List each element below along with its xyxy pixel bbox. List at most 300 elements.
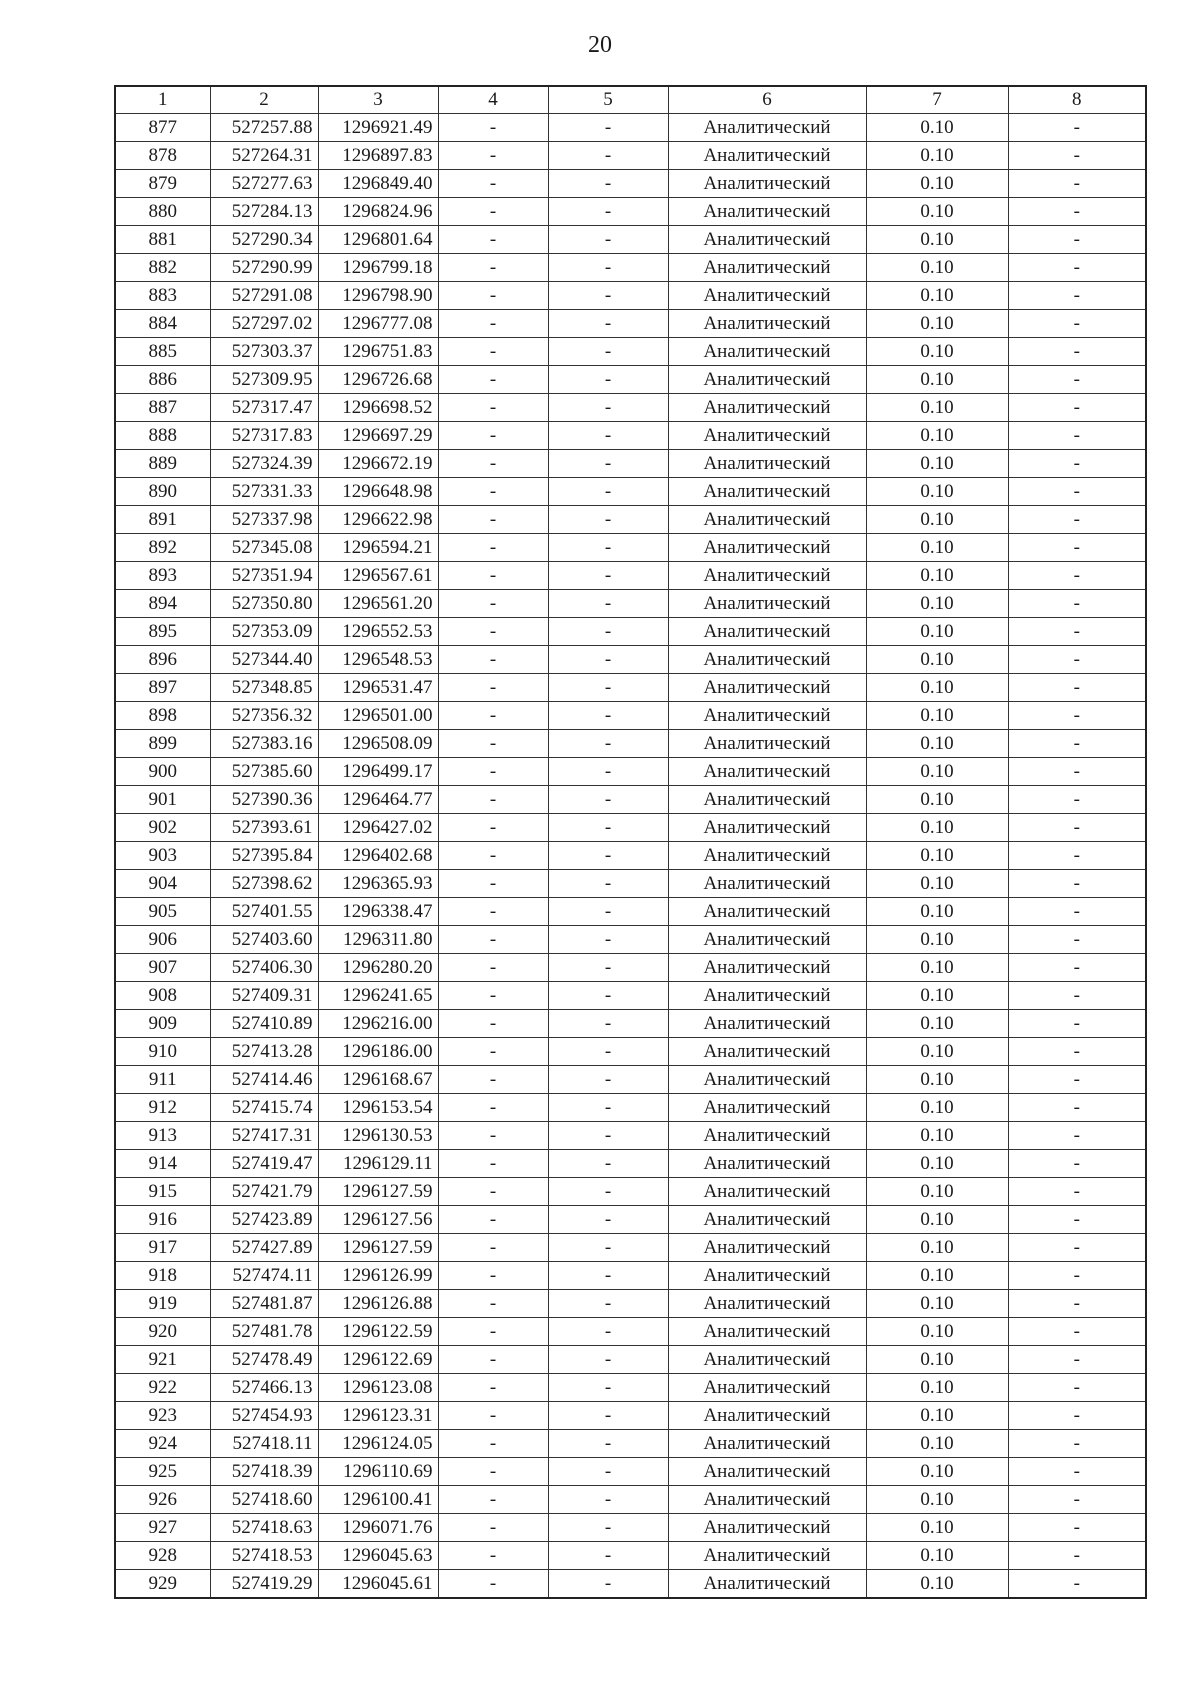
table-row [115,1402,1146,1430]
cell-x-coordinate: 527290.34 [210,226,318,254]
cell-y-coordinate: 1296698.52 [318,394,438,422]
cell-point-number: 929 [115,1570,210,1599]
cell-x-coordinate: 527290.99 [210,254,318,282]
cell-y-coordinate: 1296338.47 [318,898,438,926]
table-row [115,954,1146,982]
cell-col-5: - [548,1066,668,1094]
cell-col-4: - [438,1542,548,1570]
cell-col-8: - [1008,142,1146,170]
cell-col-5: - [548,1206,668,1234]
cell-x-coordinate: 527421.79 [210,1178,318,1206]
cell-col-4: - [438,1570,548,1599]
cell-x-coordinate: 527419.47 [210,1150,318,1178]
cell-col-4: - [438,786,548,814]
cell-point-number: 909 [115,1010,210,1038]
cell-error-value: 0.10 [866,898,1008,926]
cell-col-8: - [1008,1346,1146,1374]
cell-col-5: - [548,226,668,254]
cell-col-8: - [1008,870,1146,898]
cell-col-4: - [438,394,548,422]
cell-col-4: - [438,646,548,674]
table-row [115,254,1146,282]
table-row [115,786,1146,814]
cell-col-4: - [438,926,548,954]
cell-method: Аналитический [668,114,866,142]
cell-col-8: - [1008,1318,1146,1346]
cell-col-4: - [438,702,548,730]
cell-error-value: 0.10 [866,1430,1008,1458]
cell-y-coordinate: 1296127.59 [318,1178,438,1206]
table-row [115,226,1146,254]
cell-x-coordinate: 527324.39 [210,450,318,478]
cell-x-coordinate: 527414.46 [210,1066,318,1094]
cell-x-coordinate: 527427.89 [210,1234,318,1262]
cell-col-8: - [1008,338,1146,366]
cell-error-value: 0.10 [866,450,1008,478]
table-row [115,590,1146,618]
cell-col-5: - [548,394,668,422]
cell-error-value: 0.10 [866,674,1008,702]
cell-error-value: 0.10 [866,1066,1008,1094]
table-row [115,1206,1146,1234]
cell-x-coordinate: 527309.95 [210,366,318,394]
cell-y-coordinate: 1296126.99 [318,1262,438,1290]
cell-method: Аналитический [668,1346,866,1374]
cell-y-coordinate: 1296124.05 [318,1430,438,1458]
cell-y-coordinate: 1296622.98 [318,506,438,534]
cell-x-coordinate: 527348.85 [210,674,318,702]
cell-x-coordinate: 527257.88 [210,114,318,142]
cell-error-value: 0.10 [866,814,1008,842]
cell-col-4: - [438,1094,548,1122]
cell-col-5: - [548,618,668,646]
table-row [115,898,1146,926]
cell-point-number: 899 [115,730,210,758]
cell-y-coordinate: 1296672.19 [318,450,438,478]
cell-x-coordinate: 527297.02 [210,310,318,338]
cell-x-coordinate: 527351.94 [210,562,318,590]
cell-y-coordinate: 1296552.53 [318,618,438,646]
cell-y-coordinate: 1296130.53 [318,1122,438,1150]
cell-x-coordinate: 527264.31 [210,142,318,170]
cell-y-coordinate: 1296697.29 [318,422,438,450]
cell-point-number: 924 [115,1430,210,1458]
cell-col-4: - [438,1402,548,1430]
cell-col-5: - [548,954,668,982]
cell-y-coordinate: 1296561.20 [318,590,438,618]
cell-method: Аналитический [668,170,866,198]
cell-point-number: 902 [115,814,210,842]
cell-x-coordinate: 527401.55 [210,898,318,926]
cell-x-coordinate: 527413.28 [210,1038,318,1066]
cell-y-coordinate: 1296594.21 [318,534,438,562]
cell-method: Аналитический [668,898,866,926]
cell-col-8: - [1008,1010,1146,1038]
cell-point-number: 879 [115,170,210,198]
table-row [115,562,1146,590]
cell-method: Аналитический [668,310,866,338]
cell-error-value: 0.10 [866,422,1008,450]
cell-col-5: - [548,562,668,590]
cell-y-coordinate: 1296127.59 [318,1234,438,1262]
cell-col-5: - [548,366,668,394]
cell-method: Аналитический [668,954,866,982]
cell-method: Аналитический [668,534,866,562]
cell-col-8: - [1008,1262,1146,1290]
cell-y-coordinate: 1296122.59 [318,1318,438,1346]
table-row [115,1542,1146,1570]
cell-x-coordinate: 527419.29 [210,1570,318,1599]
cell-col-5: - [548,730,668,758]
cell-error-value: 0.10 [866,1346,1008,1374]
cell-col-4: - [438,198,548,226]
cell-col-8: - [1008,310,1146,338]
cell-method: Аналитический [668,1318,866,1346]
cell-error-value: 0.10 [866,366,1008,394]
cell-point-number: 921 [115,1346,210,1374]
cell-point-number: 903 [115,842,210,870]
cell-x-coordinate: 527481.78 [210,1318,318,1346]
cell-point-number: 889 [115,450,210,478]
cell-x-coordinate: 527277.63 [210,170,318,198]
cell-col-4: - [438,142,548,170]
column-header-5: 5 [548,86,668,114]
table-row [115,1066,1146,1094]
cell-y-coordinate: 1296402.68 [318,842,438,870]
cell-point-number: 880 [115,198,210,226]
cell-point-number: 906 [115,926,210,954]
cell-col-4: - [438,338,548,366]
cell-col-5: - [548,1346,668,1374]
cell-error-value: 0.10 [866,1514,1008,1542]
cell-point-number: 885 [115,338,210,366]
cell-y-coordinate: 1296241.65 [318,982,438,1010]
table-row [115,1178,1146,1206]
table-row [115,1010,1146,1038]
cell-point-number: 922 [115,1374,210,1402]
table-row [115,478,1146,506]
cell-point-number: 882 [115,254,210,282]
cell-y-coordinate: 1296726.68 [318,366,438,394]
table-row [115,450,1146,478]
cell-x-coordinate: 527291.08 [210,282,318,310]
cell-y-coordinate: 1296045.61 [318,1570,438,1599]
cell-col-8: - [1008,1430,1146,1458]
cell-col-8: - [1008,1570,1146,1599]
table-row [115,1346,1146,1374]
cell-method: Аналитический [668,282,866,310]
cell-point-number: 883 [115,282,210,310]
cell-error-value: 0.10 [866,1262,1008,1290]
cell-col-4: - [438,842,548,870]
cell-error-value: 0.10 [866,1542,1008,1570]
cell-col-8: - [1008,506,1146,534]
cell-point-number: 881 [115,226,210,254]
cell-error-value: 0.10 [866,1150,1008,1178]
cell-x-coordinate: 527390.36 [210,786,318,814]
cell-y-coordinate: 1296122.69 [318,1346,438,1374]
cell-col-4: - [438,534,548,562]
column-header-8: 8 [1008,86,1146,114]
cell-col-5: - [548,1374,668,1402]
table-row [115,338,1146,366]
cell-point-number: 907 [115,954,210,982]
cell-method: Аналитический [668,1150,866,1178]
cell-col-8: - [1008,1290,1146,1318]
cell-x-coordinate: 527356.32 [210,702,318,730]
cell-col-4: - [438,1150,548,1178]
cell-col-5: - [548,646,668,674]
cell-col-8: - [1008,1038,1146,1066]
cell-point-number: 900 [115,758,210,786]
cell-error-value: 0.10 [866,1374,1008,1402]
cell-method: Аналитический [668,926,866,954]
cell-col-8: - [1008,646,1146,674]
cell-x-coordinate: 527415.74 [210,1094,318,1122]
cell-error-value: 0.10 [866,1570,1008,1599]
column-header-3: 3 [318,86,438,114]
cell-col-8: - [1008,562,1146,590]
cell-col-5: - [548,1178,668,1206]
cell-point-number: 887 [115,394,210,422]
cell-method: Аналитический [668,1458,866,1486]
cell-method: Аналитический [668,1290,866,1318]
cell-col-5: - [548,198,668,226]
cell-point-number: 912 [115,1094,210,1122]
cell-col-4: - [438,254,548,282]
cell-x-coordinate: 527345.08 [210,534,318,562]
cell-col-5: - [548,1514,668,1542]
cell-col-4: - [438,618,548,646]
cell-x-coordinate: 527350.80 [210,590,318,618]
cell-col-8: - [1008,1486,1146,1514]
cell-col-5: - [548,758,668,786]
cell-col-5: - [548,898,668,926]
cell-point-number: 925 [115,1458,210,1486]
cell-col-4: - [438,982,548,1010]
cell-error-value: 0.10 [866,590,1008,618]
cell-col-4: - [438,730,548,758]
cell-x-coordinate: 527383.16 [210,730,318,758]
cell-method: Аналитический [668,1010,866,1038]
cell-point-number: 877 [115,114,210,142]
cell-method: Аналитический [668,1402,866,1430]
cell-y-coordinate: 1296216.00 [318,1010,438,1038]
cell-col-4: - [438,226,548,254]
cell-point-number: 897 [115,674,210,702]
table-row [115,142,1146,170]
cell-col-4: - [438,1290,548,1318]
cell-error-value: 0.10 [866,170,1008,198]
cell-col-8: - [1008,198,1146,226]
cell-y-coordinate: 1296127.56 [318,1206,438,1234]
cell-col-5: - [548,1150,668,1178]
table-row [115,1430,1146,1458]
cell-method: Аналитический [668,1066,866,1094]
cell-x-coordinate: 527331.33 [210,478,318,506]
cell-col-8: - [1008,450,1146,478]
cell-error-value: 0.10 [866,730,1008,758]
cell-error-value: 0.10 [866,282,1008,310]
cell-col-8: - [1008,730,1146,758]
cell-method: Аналитический [668,590,866,618]
table-row [115,814,1146,842]
cell-error-value: 0.10 [866,758,1008,786]
column-header-1: 1 [115,86,210,114]
table-row [115,394,1146,422]
cell-x-coordinate: 527418.63 [210,1514,318,1542]
cell-y-coordinate: 1296110.69 [318,1458,438,1486]
cell-method: Аналитический [668,198,866,226]
table-row [115,1094,1146,1122]
cell-col-8: - [1008,422,1146,450]
cell-col-4: - [438,758,548,786]
cell-col-8: - [1008,898,1146,926]
cell-error-value: 0.10 [866,142,1008,170]
cell-method: Аналитический [668,226,866,254]
cell-point-number: 890 [115,478,210,506]
cell-col-8: - [1008,394,1146,422]
table-row [115,1290,1146,1318]
cell-x-coordinate: 527418.39 [210,1458,318,1486]
cell-col-4: - [438,1318,548,1346]
cell-method: Аналитический [668,1122,866,1150]
cell-y-coordinate: 1296801.64 [318,226,438,254]
cell-col-5: - [548,310,668,338]
table-row [115,1150,1146,1178]
cell-col-5: - [548,590,668,618]
table-row [115,310,1146,338]
cell-error-value: 0.10 [866,198,1008,226]
cell-method: Аналитический [668,1374,866,1402]
table-row [115,646,1146,674]
table-row [115,170,1146,198]
table-row [115,422,1146,450]
cell-x-coordinate: 527417.31 [210,1122,318,1150]
cell-error-value: 0.10 [866,1122,1008,1150]
cell-col-5: - [548,1430,668,1458]
table-row [115,618,1146,646]
cell-col-8: - [1008,114,1146,142]
cell-col-8: - [1008,282,1146,310]
cell-col-5: - [548,338,668,366]
cell-col-8: - [1008,1374,1146,1402]
cell-error-value: 0.10 [866,1234,1008,1262]
table-row [115,758,1146,786]
cell-method: Аналитический [668,786,866,814]
cell-error-value: 0.10 [866,394,1008,422]
cell-point-number: 923 [115,1402,210,1430]
cell-col-8: - [1008,1094,1146,1122]
cell-x-coordinate: 527403.60 [210,926,318,954]
cell-col-5: - [548,702,668,730]
cell-y-coordinate: 1296123.31 [318,1402,438,1430]
cell-point-number: 896 [115,646,210,674]
cell-error-value: 0.10 [866,1458,1008,1486]
cell-y-coordinate: 1296126.88 [318,1290,438,1318]
cell-method: Аналитический [668,1094,866,1122]
cell-col-4: - [438,590,548,618]
cell-point-number: 904 [115,870,210,898]
cell-col-8: - [1008,1122,1146,1150]
column-header-6: 6 [668,86,866,114]
cell-point-number: 913 [115,1122,210,1150]
cell-col-4: - [438,1486,548,1514]
cell-y-coordinate: 1296045.63 [318,1542,438,1570]
cell-error-value: 0.10 [866,702,1008,730]
cell-method: Аналитический [668,1038,866,1066]
cell-x-coordinate: 527395.84 [210,842,318,870]
cell-col-8: - [1008,254,1146,282]
cell-col-4: - [438,954,548,982]
cell-col-8: - [1008,786,1146,814]
cell-y-coordinate: 1296365.93 [318,870,438,898]
cell-col-4: - [438,1038,548,1066]
cell-col-8: - [1008,618,1146,646]
cell-col-4: - [438,366,548,394]
cell-method: Аналитический [668,1486,866,1514]
table-row [115,1234,1146,1262]
cell-method: Аналитический [668,422,866,450]
cell-method: Аналитический [668,366,866,394]
cell-col-8: - [1008,1178,1146,1206]
cell-x-coordinate: 527474.11 [210,1262,318,1290]
table-row [115,1318,1146,1346]
cell-error-value: 0.10 [866,1486,1008,1514]
cell-col-4: - [438,562,548,590]
table-row [115,1570,1146,1599]
cell-col-8: - [1008,1458,1146,1486]
cell-method: Аналитический [668,674,866,702]
cell-error-value: 0.10 [866,1178,1008,1206]
table-row [115,1458,1146,1486]
cell-y-coordinate: 1296071.76 [318,1514,438,1542]
column-header-7: 7 [866,86,1008,114]
cell-y-coordinate: 1296508.09 [318,730,438,758]
table-header [115,86,1146,114]
page-number: 20 [588,32,612,58]
cell-method: Аналитический [668,758,866,786]
cell-method: Аналитический [668,702,866,730]
cell-y-coordinate: 1296311.80 [318,926,438,954]
cell-y-coordinate: 1296849.40 [318,170,438,198]
cell-method: Аналитический [668,506,866,534]
cell-error-value: 0.10 [866,338,1008,366]
cell-error-value: 0.10 [866,254,1008,282]
cell-x-coordinate: 527410.89 [210,1010,318,1038]
cell-x-coordinate: 527393.61 [210,814,318,842]
cell-col-4: - [438,1010,548,1038]
cell-y-coordinate: 1296499.17 [318,758,438,786]
cell-error-value: 0.10 [866,870,1008,898]
table-row [115,926,1146,954]
cell-y-coordinate: 1296799.18 [318,254,438,282]
cell-col-4: - [438,310,548,338]
cell-error-value: 0.10 [866,1206,1008,1234]
cell-y-coordinate: 1296186.00 [318,1038,438,1066]
cell-col-5: - [548,1570,668,1599]
cell-col-5: - [548,1234,668,1262]
cell-error-value: 0.10 [866,534,1008,562]
column-header-4: 4 [438,86,548,114]
cell-method: Аналитический [668,730,866,758]
cell-col-5: - [548,982,668,1010]
cell-point-number: 884 [115,310,210,338]
cell-col-8: - [1008,702,1146,730]
cell-col-5: - [548,1290,668,1318]
cell-col-5: - [548,842,668,870]
cell-point-number: 892 [115,534,210,562]
